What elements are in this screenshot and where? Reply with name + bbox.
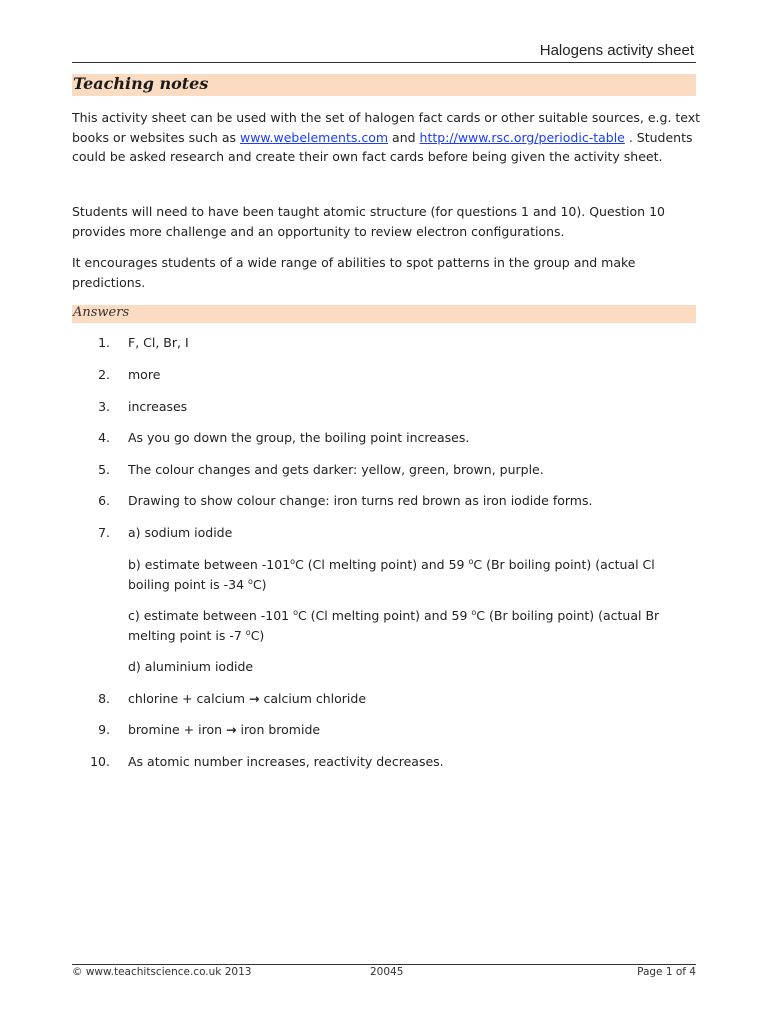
teaching-notes-heading: Teaching notes xyxy=(73,74,209,93)
teaching-notes-paragraph-2: Students will need to have been taught atomic structure (for questions 1 and 10). Question 10 provides more challenge and an opportunity to review electron configurations. xyxy=(72,204,665,239)
degree-mark: o xyxy=(293,608,298,617)
reactants-text: bromine + iron xyxy=(128,722,227,737)
answer-text: Drawing to show colour change: iron turns red brown as iron iodide forms. xyxy=(128,493,593,508)
degree-mark: o xyxy=(290,557,296,566)
answer-text: As atomic number increases, reactivity decreases. xyxy=(128,754,444,769)
answer-7b-part: C) xyxy=(252,576,267,592)
arrow-icon: → xyxy=(248,691,260,706)
answer-text: increases xyxy=(128,399,188,414)
answer-number: 5. xyxy=(98,462,110,477)
page-header xyxy=(72,41,696,63)
answer-7b-part: C (Cl melting point) and 59 xyxy=(295,557,469,572)
answer-7b-part: b) estimate between -101 xyxy=(128,557,291,572)
product-text: calcium chloride xyxy=(259,691,367,706)
degree-mark: o xyxy=(248,576,253,586)
product-text: iron bromide xyxy=(236,722,321,737)
answer-text: F, Cl, Br, I xyxy=(128,335,189,350)
teaching-notes-paragraph-3: It encourages students of a wide range of abilities to spot patterns in the group and make predictions. xyxy=(72,255,636,290)
footer-copyright: © www.teachitscience.co.uk 2013 xyxy=(72,966,252,978)
answer-7c-text xyxy=(128,606,688,645)
degree-mark: o xyxy=(471,608,477,617)
answers-heading: Answers xyxy=(73,305,130,320)
degree-mark: o xyxy=(468,557,474,566)
answer-number: 7. xyxy=(98,525,110,540)
answer-7c-part: C (Br boiling point) (actual Br melting point is -7 xyxy=(128,608,660,643)
answer-number: 10. xyxy=(90,754,110,769)
answer-number: 1. xyxy=(98,335,110,350)
answer-7b-part: C (Br boiling point) (actual Cl boiling point is -34 xyxy=(128,557,655,592)
answer-text xyxy=(128,720,688,740)
para1-text-end: . Students could be asked research and create their own fact cards before being given the activity sheet. xyxy=(72,129,693,165)
answer-number: 8. xyxy=(98,691,110,706)
reactants-text: chlorine + calcium xyxy=(128,691,249,706)
answer-number: 2. xyxy=(98,367,110,382)
answer-number: 6. xyxy=(98,493,110,508)
document-title: Halogens activity sheet xyxy=(539,42,694,59)
teaching-notes-heading-bar xyxy=(72,74,696,96)
answer-7c-part: C) xyxy=(250,627,265,643)
arrow-icon: → xyxy=(226,722,237,737)
degree-mark: o xyxy=(245,627,251,637)
answers-heading-bar xyxy=(72,305,696,323)
teaching-notes-paragraph-1 xyxy=(72,108,702,167)
answer-number: 3. xyxy=(98,399,110,414)
answer-text: more xyxy=(128,367,161,382)
para1-text-and: and xyxy=(388,129,420,145)
answer-text: a) sodium iodide xyxy=(128,525,233,540)
answer-7c-part: C (Cl melting point) and 59 xyxy=(297,608,472,623)
webelements-link[interactable]: www.webelements.com xyxy=(239,129,389,145)
answer-text: The colour changes and gets darker: yellow, green, brown, purple. xyxy=(128,462,544,477)
para1-text-start: This activity sheet can be used with the set of halogen fact cards or other suitable sources, e.g. text books or websites such as xyxy=(72,110,701,145)
answer-number: 9. xyxy=(98,722,110,737)
answer-number: 4. xyxy=(98,430,110,445)
answer-7b-text xyxy=(128,555,688,594)
answer-text: As you go down the group, the boiling point increases. xyxy=(128,430,470,445)
answer-text xyxy=(128,689,688,709)
answer-7c-part: c) estimate between -101 xyxy=(128,608,294,623)
answer-7d-text: d) aluminium iodide xyxy=(128,659,254,674)
footer-page-number: Page 1 of 4 xyxy=(637,966,696,978)
footer-document-code: 20045 xyxy=(370,966,404,978)
rsc-periodic-table-link[interactable]: http://www.rsc.org/periodic-table xyxy=(419,129,625,145)
footer-divider xyxy=(72,964,696,965)
